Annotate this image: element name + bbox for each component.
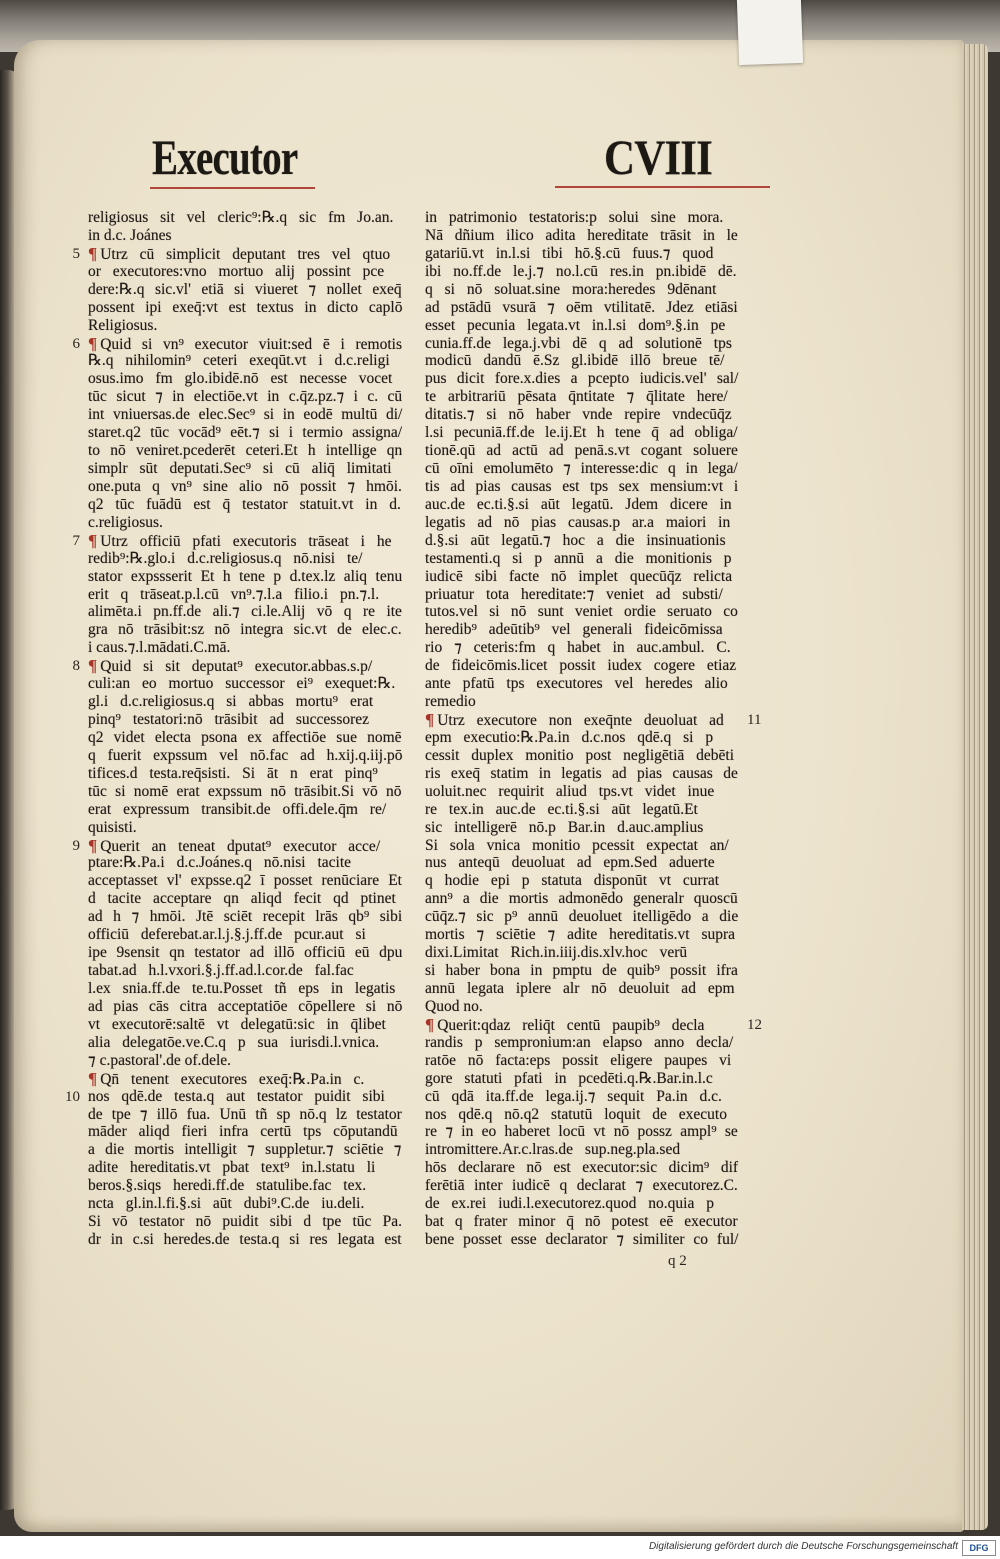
text-line <box>88 1159 375 1177</box>
line-text: ad pias cās citra acceptatiōe cōpellere si nō <box>88 997 403 1015</box>
text-line <box>425 1231 738 1249</box>
text-line <box>425 460 738 478</box>
line-text: simplr sūt deputati.Sec⁹ si cū aliq̄ limitati <box>88 460 392 478</box>
text-line <box>425 209 723 227</box>
text-line <box>425 872 719 890</box>
text-line <box>425 693 476 711</box>
text-line <box>425 1106 727 1124</box>
line-text: pinq⁹ testatori:nō trāsibit ad successorez <box>88 711 370 729</box>
line-text: ferētiā inter iudicē q declarat ⁊ executorez.C. <box>425 1177 738 1195</box>
line-text: erat expressum transibit.de offi.dele.q̄m re/ <box>88 800 387 818</box>
text-line <box>425 442 738 460</box>
line-text: māder aliqd fieri infra certū tps cōputandū <box>88 1123 398 1141</box>
line-text: cessit duplex monitio post negligētiā debēti <box>425 746 735 764</box>
text-line <box>425 496 732 514</box>
text-line <box>88 532 392 550</box>
line-text: ipe 9sensit qn testator ad illō officiū eū dpu <box>88 944 403 962</box>
line-text: bat q frater minor q̄ nō potest eē executor <box>425 1213 738 1231</box>
text-line <box>88 765 378 783</box>
text-line <box>425 998 483 1016</box>
line-text: tūc sicut ⁊ in electiōe.vt in c.q̄z.pz.⁊ i c. cū <box>88 388 403 406</box>
line-text: gatariū.vt in.l.si tibi hō.§.cū fuus.⁊ quod <box>425 244 714 262</box>
line-text: auc.de ec.ti.§.si aūt legatū. Jdem dicere in <box>425 495 732 513</box>
line-text: randis p sempronium:an elapso anno decla/ <box>425 1033 734 1051</box>
text-line <box>88 514 163 532</box>
text-line <box>88 317 157 335</box>
text-line <box>425 317 725 335</box>
text-line <box>425 926 735 944</box>
marginal-paragraph-number: 10 <box>65 1088 80 1105</box>
digitization-footer <box>0 1536 1000 1559</box>
text-line <box>425 281 716 299</box>
line-text: esset pecunia legata.vt in.l.si dom⁹.§.in pe <box>425 316 726 334</box>
line-text: ris exeq̄ statim in legatis ad pias causas de <box>425 764 738 782</box>
line-text: tutos.vel si nō sunt veniet ordie seruato co <box>425 603 738 621</box>
text-line <box>425 980 735 998</box>
line-text: epm executio:℞.Pa.in d.c.nos qdē.q si p <box>425 728 714 746</box>
text-line <box>88 227 172 245</box>
text-line <box>425 1070 713 1088</box>
line-text: cū oīni emolumēto ⁊ interesse:dic q in lega/ <box>425 460 738 478</box>
text-line <box>425 1213 738 1231</box>
text-line <box>88 1213 402 1231</box>
text-line <box>88 1070 364 1088</box>
text-line <box>88 837 380 855</box>
line-text: Qn̄ tenent executores exeq̄:℞.Pa.in c. <box>100 1070 365 1088</box>
line-text: re tex.in auc.de ec.ti.§.si aūt legatū.Et <box>425 800 698 818</box>
line-text: priuatur tota hereditate:⁊ veniet ad substi/ <box>425 585 723 603</box>
line-text: annū legata iplere alr nō deuoluit ad epm <box>425 979 735 997</box>
text-line <box>88 603 402 621</box>
text-line <box>425 586 723 604</box>
text-line <box>88 370 392 388</box>
text-line <box>88 245 390 263</box>
text-line <box>88 908 402 926</box>
line-text: l.ex snia.ff.de te.tu.Posset tñ eps in legatis <box>88 979 396 997</box>
line-text: q2 tūc fuādū est q̄ testator statuit.vt in d. <box>88 495 401 513</box>
line-text: alia delegatōe.ve.C.q p sua iurisdi.l.vnica. <box>88 1033 380 1051</box>
text-line <box>88 980 395 998</box>
line-text: rio ⁊ ceteris:fm q habet in auc.ambul. C. <box>425 639 731 657</box>
rubric-paragraph-mark: ¶ <box>425 710 435 730</box>
text-line <box>425 406 732 424</box>
line-text: tūc si nomē erat expssum nō trāsibit.Si vō nō <box>88 782 402 800</box>
line-text: religiosus sit vel cleric⁹:℞.q sic fm Jo.an. <box>88 209 394 226</box>
rubric-paragraph-mark: ¶ <box>88 835 98 855</box>
text-line <box>425 1141 680 1159</box>
text-line <box>425 1177 738 1195</box>
text-line <box>88 1034 379 1052</box>
text-line <box>425 532 726 550</box>
text-line <box>425 908 738 926</box>
line-text: culi:an eo mortuo successor ei⁹ exequet:℞. <box>88 675 396 693</box>
text-line <box>88 1231 402 1249</box>
line-text: intromittere.Ar.c.lras.de sup.neg.pla.sed <box>425 1141 681 1159</box>
line-text: ad h ⁊ hmōi. Jtē sciēt recepit lrās qb⁹ sibi <box>88 908 403 926</box>
line-text: q hodie epi p statuta disponūt vt currat <box>425 872 720 890</box>
line-text: de tpe ⁊ illō fua. Unū tñ sp nō.q lz testator <box>88 1105 402 1123</box>
line-text: a die mortis intelligit ⁊ suppletur.⁊ sciētie ⁊ <box>88 1141 402 1159</box>
text-line <box>425 1016 704 1034</box>
line-text: Querit:qdaz reliq̄t centū paupib⁹ decla <box>437 1016 705 1034</box>
text-line <box>88 478 402 496</box>
line-text: cū qdā ita.ff.de lega.ij.⁊ sequit Pa.in d.c. <box>425 1087 722 1105</box>
line-text: tifices.d testa.req̄sisti. Si āt n erat pinq⁹ <box>88 764 378 782</box>
line-text: adite hereditatis.vt pbat text⁹ in.l.statu li <box>88 1159 376 1177</box>
text-line <box>88 335 402 353</box>
text-line <box>425 352 724 370</box>
line-text: tabat.ad h.l.vxori.§.j.ff.ad.l.cor.de fal.fac <box>88 962 354 980</box>
line-text: officiū deferebat.ar.l.j.§.j.ff.de pcur.aut si <box>88 926 366 944</box>
text-line <box>88 801 386 819</box>
running-head: Executor <box>152 129 298 185</box>
text-line <box>425 837 729 855</box>
line-text: Si sola vnica monitio pcessit expectat an/ <box>425 836 729 854</box>
text-line <box>425 944 687 962</box>
line-text: or executores:vno mortuo alij possint pce <box>88 262 385 280</box>
line-text: d.§.si aūt legatū.⁊ hoc a die insinuationis <box>425 531 726 549</box>
right-text-column <box>425 209 762 1269</box>
line-text: ibi no.ff.de le.j.⁊ no.l.cū res.in pn.ibidē dē. <box>425 262 737 280</box>
text-line <box>425 1088 722 1106</box>
line-text: testamenti.q si p annū a die monitionis p <box>425 549 732 567</box>
text-line <box>425 568 732 586</box>
line-text: acceptasset vl' expsse.q2 ī posset renūciare Et <box>88 872 402 890</box>
marginal-paragraph-number: 7 <box>72 532 80 549</box>
text-line <box>88 424 402 442</box>
line-text: Si vō testator nō puidit sibi d tpe tūc Pa. <box>88 1213 402 1231</box>
text-line <box>88 890 396 908</box>
line-text: Querit an teneat dputat⁹ executor acce/ <box>100 837 381 855</box>
line-text: Nā dñium ilico adita hereditate trāsit in le <box>425 226 738 244</box>
line-text: ratōe nō facta:eps possit eligere paupes vi <box>425 1051 732 1069</box>
line-text: ptare:℞.Pa.i d.c.Joánes.q nō.nisi tacite <box>88 854 352 872</box>
text-line <box>88 621 402 639</box>
text-line <box>88 729 402 747</box>
line-text: de fideicōmis.licet possit iudex cogere etiaz <box>425 657 737 675</box>
dfg-logo: DFG <box>962 1540 996 1556</box>
text-line <box>425 550 732 568</box>
text-line <box>425 478 738 496</box>
line-text: to nō veniret.pcederēt ceteri.Et h intellige qn <box>88 442 403 460</box>
text-line <box>88 281 402 299</box>
text-line <box>88 209 393 227</box>
text-line <box>88 299 402 317</box>
line-text: te arbitrariū pēsata q̄ntitate ⁊ q̄litate here/ <box>425 388 728 406</box>
line-text: mortis ⁊ sciētie ⁊ adite hereditatis.vt supra <box>425 926 736 944</box>
text-line <box>425 1159 738 1177</box>
line-text: Utrz executore non exeq̄nte deuoluat ad <box>437 712 724 730</box>
line-text: in patrimonio testatoris:p solui sine mora. <box>425 209 724 226</box>
line-text: cūq̄z.⁊ sic p⁹ annū deuoluet itelligēdo a die <box>425 908 739 926</box>
line-text: nos qdē.q nō.q2 statutū loquit de executo <box>425 1105 727 1123</box>
folio-red-rule <box>555 186 770 188</box>
line-text: Religiosus. <box>88 316 158 334</box>
line-text: iudicē sibi facte nō implet quecūq̄z relicta <box>425 567 733 585</box>
text-line <box>88 998 402 1016</box>
text-line <box>425 962 738 980</box>
text-line <box>425 1034 733 1052</box>
text-line <box>425 1052 731 1070</box>
line-text: ℞.q nihilomin⁹ ceteri exeqūt.vt i d.c.religi <box>88 352 390 370</box>
text-line <box>88 406 402 424</box>
text-line <box>88 711 369 729</box>
line-text: dixi.Limitat Rich.in.iiij.dis.xlv.hoc verū <box>425 944 688 962</box>
text-line <box>425 675 728 693</box>
text-line <box>425 335 732 353</box>
line-text: Quod no. <box>425 997 483 1015</box>
line-text: possent ipi exeq̄:vt est textus in dicto caplō <box>88 298 403 316</box>
line-text: staret.q2 tūc vocād⁹ eēt.⁊ si i termio assigna/ <box>88 424 403 442</box>
text-line <box>425 711 724 729</box>
folio-number: CVIII <box>604 129 713 185</box>
line-text: cunia.ff.de lega.j.vbi dē q ad solutionē tps <box>425 334 732 352</box>
text-line <box>425 657 736 675</box>
funding-credit: Digitalisierung gefördert durch die Deutsche Forschungsgemeinschaft <box>648 1541 958 1552</box>
marginal-paragraph-number: 9 <box>72 837 80 854</box>
line-text: nos qdē.de testa.q aut testator puidit sibi <box>88 1087 385 1105</box>
marginal-paragraph-number: 11 <box>747 712 762 729</box>
line-text: re ⁊ in eo haberet locū vt nō possz ampl⁹ se <box>425 1123 738 1141</box>
text-line <box>425 801 698 819</box>
text-line <box>88 926 366 944</box>
line-text: bene posset esse declarator ⁊ similiter co ful/ <box>425 1231 739 1248</box>
text-line <box>88 1016 386 1034</box>
text-line <box>88 1141 402 1159</box>
line-text: Quid si sit deputat⁹ executor.abbas.s.p/ <box>100 658 373 676</box>
rubric-paragraph-mark: ¶ <box>88 530 98 550</box>
line-text: gore statuti pfati in pcedēti.q.℞.Bar.in.l.c <box>425 1069 713 1087</box>
text-line <box>425 514 730 532</box>
text-line <box>425 729 713 747</box>
line-text: ⁊ c.pastoral'.de of.dele. <box>88 1051 232 1069</box>
text-line <box>88 1052 231 1070</box>
page-stack-edge <box>962 44 988 1530</box>
paper-slip-bookmark <box>737 0 803 65</box>
marginal-paragraph-number: 8 <box>72 658 80 675</box>
rubric-paragraph-mark: ¶ <box>88 333 98 353</box>
line-text: pus dicit fore.x.dies a pcepto iudicis.vel' sal/ <box>425 370 739 388</box>
text-line <box>88 639 230 657</box>
text-line <box>425 890 738 908</box>
text-line <box>425 854 715 872</box>
text-line <box>88 586 379 604</box>
text-line <box>425 424 738 442</box>
text-line <box>425 245 713 263</box>
text-line <box>425 1195 714 1213</box>
text-line <box>88 1106 402 1124</box>
text-line <box>425 621 723 639</box>
text-line <box>88 819 137 837</box>
line-text: de ex.rei iudi.l.executorez.quod no.quia p <box>425 1195 714 1213</box>
text-line <box>88 1088 385 1106</box>
line-text: ad pstādū vsurā ⁊ oēm vtilitatē. Jdez etiāsi <box>425 298 738 316</box>
line-text: gl.i d.c.religiosus.q si abbas mortu⁹ erat <box>88 693 374 711</box>
text-line <box>88 962 354 980</box>
line-text: l.si pecuniā.ff.de le.ij.Et h tene q̄ ad obliga/ <box>425 424 738 442</box>
line-text: nus anteqū deuoluat ad epm.Sed aduerte <box>425 854 715 872</box>
line-text: dr in c.si heredes.de testa.q si res legata est <box>88 1231 402 1248</box>
line-text: ann⁹ a die mortis admonēdo generalr quoscū <box>425 890 738 908</box>
rubric-paragraph-mark: ¶ <box>88 243 98 263</box>
line-text: in d.c. Joánes <box>88 226 172 244</box>
line-text: ditatis.⁊ si nō haber vnde repire vndecūq̄z <box>425 406 732 424</box>
text-line <box>425 388 728 406</box>
text-line <box>88 263 384 281</box>
line-text: Utrz cū simplicit deputant tres vel qtuo <box>100 245 391 263</box>
line-text: si haber bona in pmptu de quib⁹ possit ifra <box>425 962 738 980</box>
line-text: q fuerit expssum vel nō.fac ad h.xij.q.iij.pō <box>88 746 403 764</box>
text-line <box>425 227 738 245</box>
text-line <box>88 1177 366 1195</box>
text-line <box>88 1195 364 1213</box>
text-line <box>88 388 402 406</box>
line-text: sic intelligerē nō.p Bar.in d.auc.amplius <box>425 818 704 836</box>
text-line <box>425 639 731 657</box>
line-text: c.religiosus. <box>88 513 163 531</box>
line-text: tis ad pias causas est tps sex mensium:vt i <box>425 477 739 495</box>
text-line <box>88 854 351 872</box>
line-text: one.puta q vn⁹ sine alio nō possit ⁊ hmōi. <box>88 477 402 495</box>
rubric-paragraph-mark: ¶ <box>88 1068 98 1088</box>
line-text: legatis ad nō pias causas.p ar.a maiori in <box>425 513 731 531</box>
text-line <box>88 675 395 693</box>
text-line <box>88 944 402 962</box>
line-text: hōs declarare nō est executor:sic dicim⁹ dif <box>425 1159 739 1177</box>
marginal-paragraph-number: 6 <box>72 335 80 352</box>
text-line <box>425 370 738 388</box>
line-text: tionē.qū ad actū ad penā.s.vt cogant soluere <box>425 442 738 460</box>
line-text: ncta gl.in.l.fi.§.si aūt dubi⁹.C.de iu.deli. <box>88 1195 365 1213</box>
line-text: beros.§.siqs heredi.ff.de statulibe.fac tex. <box>88 1177 367 1195</box>
line-text: int vniuersas.de elec.Sec⁹ si in eodē multū di/ <box>88 406 403 424</box>
text-line <box>425 263 737 281</box>
text-line <box>425 783 714 801</box>
text-line <box>88 442 402 460</box>
text-line <box>425 819 703 837</box>
line-text: q si nō soluat.sine mora:heredes 9dēnant <box>425 280 717 298</box>
line-text: alimēta.i pn.ff.de ali.⁊ ci.le.Alij vō q re ite <box>88 603 402 621</box>
rubric-paragraph-mark: ¶ <box>425 1014 435 1034</box>
signature-mark: q 2 <box>668 1253 687 1269</box>
text-line <box>425 747 734 765</box>
line-text: redib⁹:℞.glo.i d.c.religiosus.q nō.nisi te/ <box>88 549 363 567</box>
text-line <box>425 765 738 783</box>
text-line <box>88 657 372 675</box>
line-text: uoluit.nec requirit aliud tps.vt videt inue <box>425 782 715 800</box>
text-line <box>88 1123 398 1141</box>
marginal-paragraph-number: 12 <box>747 1016 762 1033</box>
text-line <box>425 603 738 621</box>
text-line <box>88 460 392 478</box>
left-text-column <box>65 209 403 1269</box>
line-text: heredib⁹ adeūtib⁹ vel generali fideicōmissa <box>425 621 723 639</box>
text-line <box>425 1123 738 1141</box>
line-text: gra nō trāsibit:sz nō integra sic.vt de elec.c. <box>88 621 402 639</box>
line-text: Utrz officiū pfati executoris trāseat i he <box>100 532 392 550</box>
line-text: Quid si vn⁹ executor viuit:sed ē i remotis <box>100 335 402 353</box>
text-line <box>88 872 402 890</box>
line-text: stator expssserit Et h tene p d.tex.lz aliq tenu <box>88 567 403 585</box>
line-text: erit q trāseat.p.l.cū vn⁹.⁊.l.a filio.i pn.⁊.l. <box>88 585 380 603</box>
line-text: remedio <box>425 693 476 711</box>
line-text: quisisti. <box>88 818 137 836</box>
text-line <box>88 550 362 568</box>
marginal-paragraph-number: 5 <box>72 245 80 262</box>
line-text: modicū dandū ē.Sz gl.ibidē illō breue tē/ <box>425 352 725 370</box>
line-text: d tacite acceptare qn aliqd fecit qd ptinet <box>88 890 396 908</box>
running-head-red-rule <box>150 187 315 189</box>
text-line <box>88 693 373 711</box>
line-text: ante pfatū tps executores vel heredes alio <box>425 675 728 693</box>
line-text: i caus.⁊.l.mādati.C.mā. <box>88 639 231 657</box>
line-text: vt executorē:saltē vt delegatū:sic in q̄libet <box>88 1015 386 1033</box>
text-line <box>88 783 402 801</box>
line-text: q2 videt electa psona ex affectiōe sue nomē <box>88 728 402 746</box>
text-line <box>425 299 738 317</box>
rubric-paragraph-mark: ¶ <box>88 656 98 676</box>
text-line <box>88 568 402 586</box>
text-line <box>88 747 402 765</box>
text-line <box>88 496 401 514</box>
line-text: osus.imo fm glo.ibidē.nō est necesse vocet <box>88 370 393 388</box>
text-line <box>88 352 390 370</box>
line-text: dere:℞.q sic.vl' etiā si viueret ⁊ nollet exeq̄ <box>88 280 402 298</box>
